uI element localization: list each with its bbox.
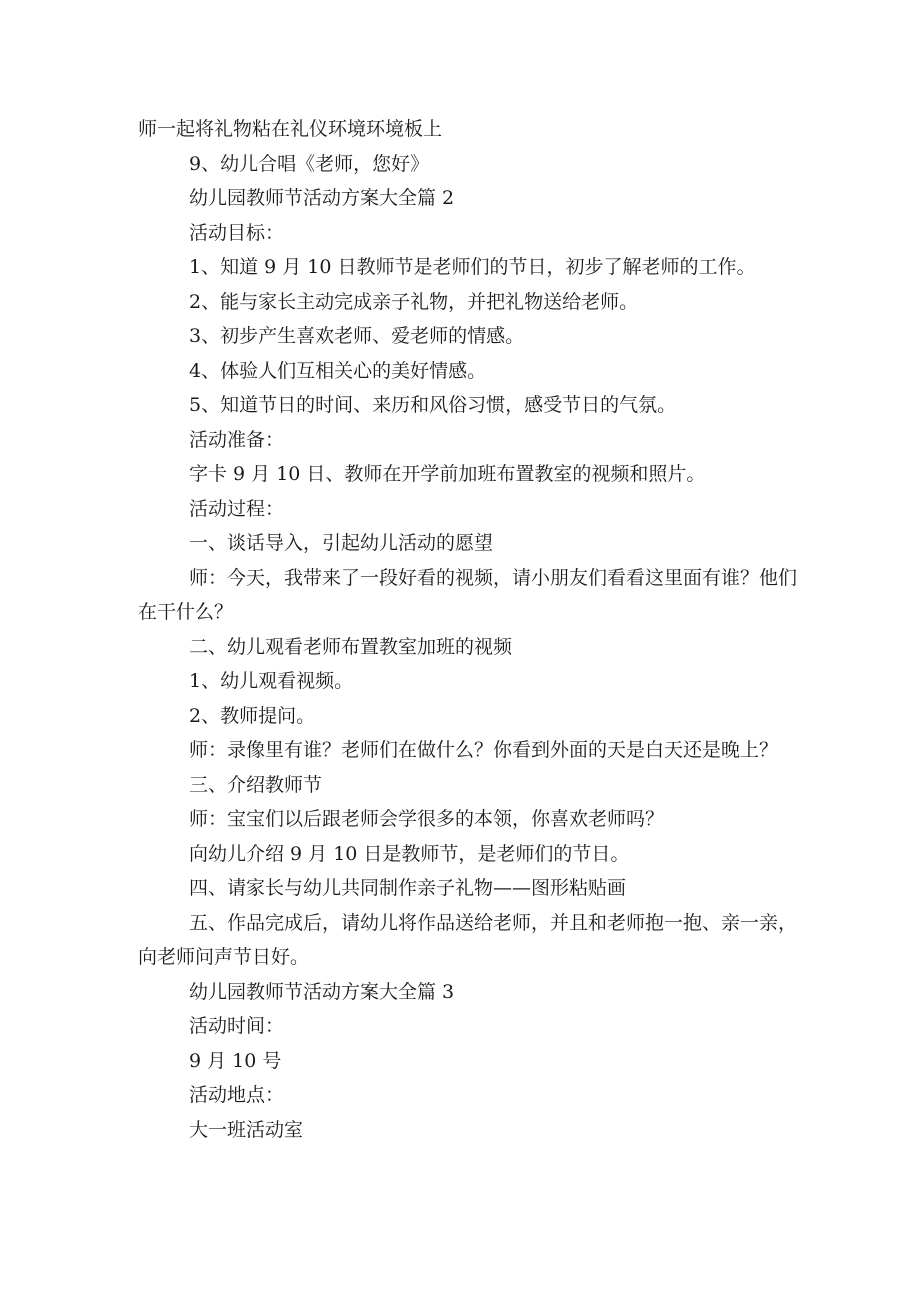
process-step-3: 三、介绍教师节 bbox=[189, 773, 323, 796]
goal-item-2: 2、能与家长主动完成亲子礼物，并把礼物送给老师。 bbox=[189, 290, 639, 313]
subheading-process: 活动过程： bbox=[189, 497, 285, 520]
subheading-goals: 活动目标： bbox=[189, 221, 285, 244]
subheading-time: 活动时间： bbox=[189, 1015, 285, 1037]
goal-item-1: 1、知道 9 月 10 日教师节是老师们的节日，初步了解老师的工作。 bbox=[189, 256, 756, 278]
teacher-dialogue-3: 师：宝宝们以后跟老师会学很多的本领，你喜欢老师吗？ bbox=[189, 808, 665, 830]
goal-item-5: 5、知道节日的时间、来历和风俗习惯，感受节日的气氛。 bbox=[189, 394, 677, 416]
process-substep-1: 1、幼儿观看视频。 bbox=[189, 670, 354, 692]
process-step-1: 一、谈话导入，引起幼儿活动的愿望 bbox=[189, 532, 494, 554]
preparation-text: 字卡 9 月 10 日、教师在开学前加班布置教室的视频和照片。 bbox=[189, 463, 706, 485]
teacher-dialogue-2: 师：录像里有谁？老师们在做什么？你看到外面的天是白天还是晚上？ bbox=[189, 739, 779, 761]
process-step-4: 四、请家长与幼儿共同制作亲子礼物——图形粘贴画 bbox=[189, 877, 627, 899]
process-substep-2: 2、教师提问。 bbox=[189, 704, 316, 727]
goal-item-3: 3、初步产生喜欢老师、爱老师的情感。 bbox=[189, 325, 525, 347]
paragraph-continuation: 师一起将礼物粘在礼仪环境环境板上 bbox=[138, 118, 443, 140]
process-step-5: 五、作品完成后，请幼儿将作品送给老师，并且和老师抱一抱、亲一亲，向老师问声节日好。 bbox=[138, 911, 798, 968]
location-value: 大一班活动室 bbox=[189, 1118, 304, 1141]
process-step-2: 二、幼儿观看老师布置教室加班的视频 bbox=[189, 635, 513, 658]
document-body bbox=[138, 112, 798, 1147]
goal-item-4: 4、体验人们互相关心的美好情感。 bbox=[189, 359, 487, 382]
section-heading-plan-3: 幼儿园教师节活动方案大全篇 3 bbox=[189, 980, 455, 1003]
time-value: 9 月 10 号 bbox=[189, 1049, 282, 1072]
teacher-dialogue-1: 师：今天，我带来了一段好看的视频，请小朋友们看看这里面有谁？他们在干什么？ bbox=[138, 566, 798, 623]
section-heading-plan-2: 幼儿园教师节活动方案大全篇 2 bbox=[189, 187, 455, 209]
paragraph-step-9: 9、幼儿合唱《老师，您好》 bbox=[189, 152, 430, 175]
subheading-preparation: 活动准备： bbox=[189, 428, 285, 451]
introduction-text: 向幼儿介绍 9 月 10 日是教师节，是老师们的节日。 bbox=[189, 842, 630, 865]
subheading-location: 活动地点： bbox=[189, 1084, 285, 1106]
